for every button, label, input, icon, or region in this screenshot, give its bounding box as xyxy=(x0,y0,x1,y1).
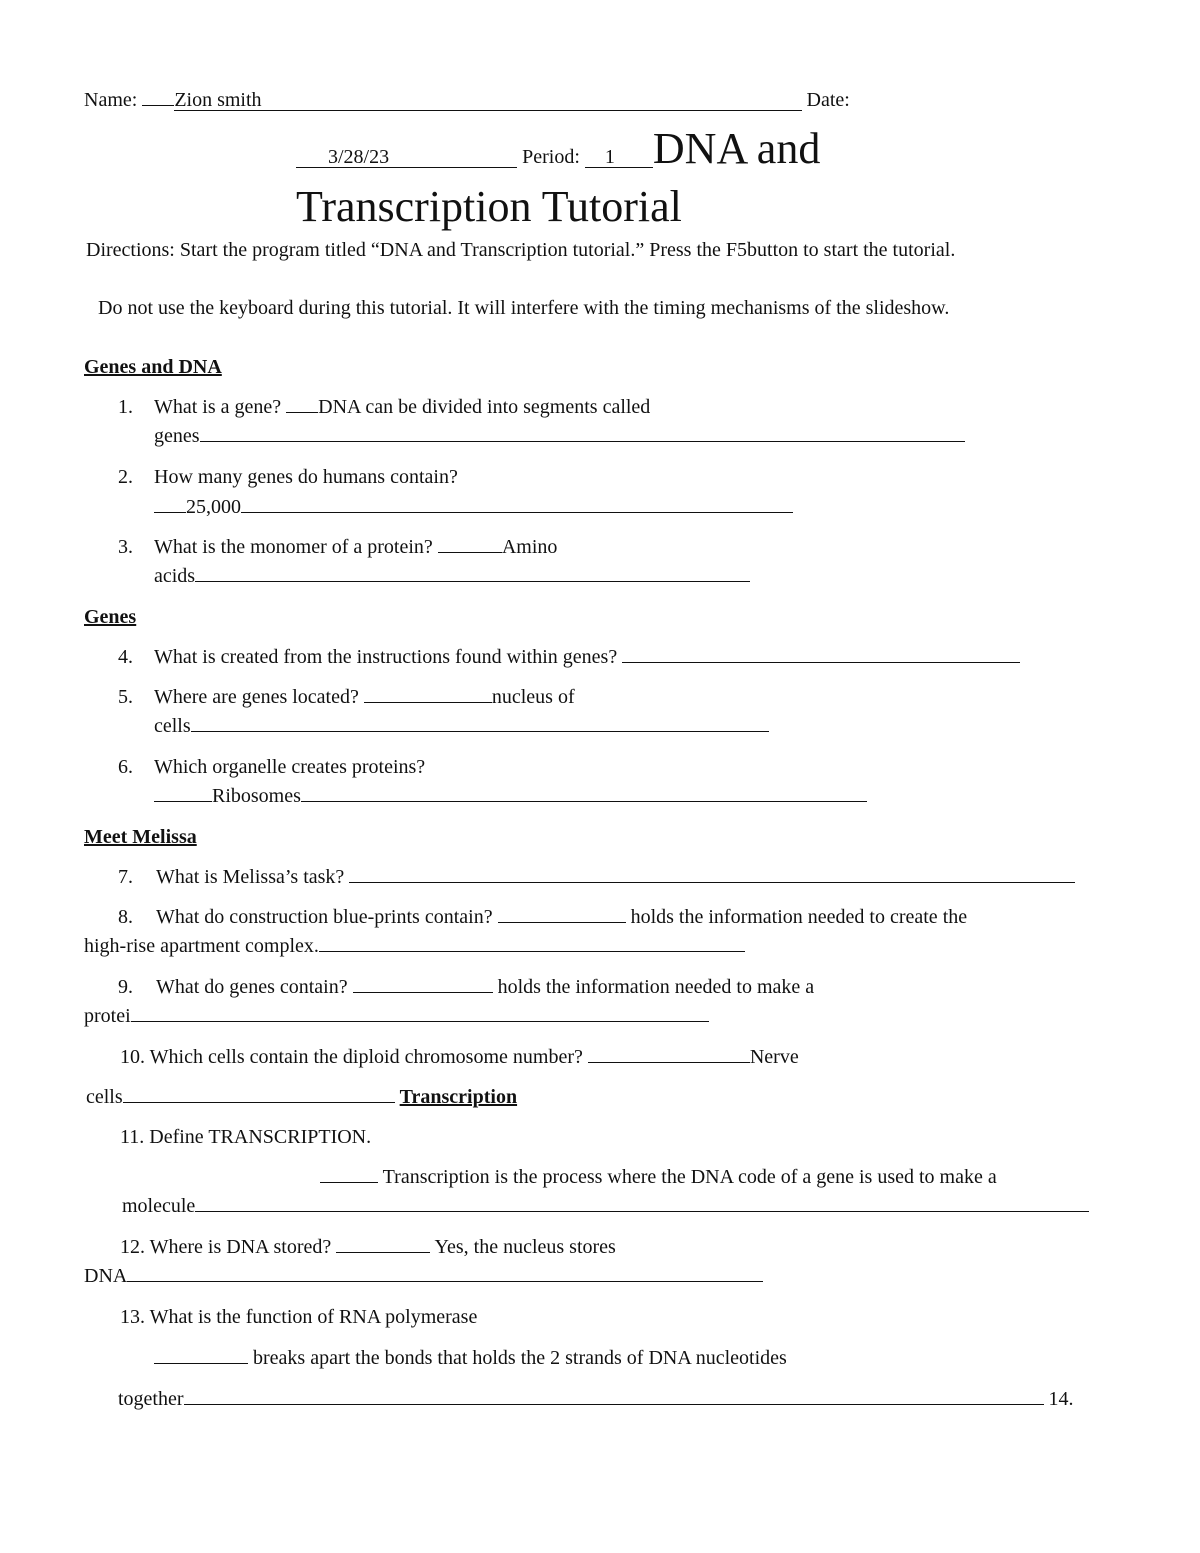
q14-number: 14. xyxy=(1048,1388,1074,1410)
title-part1: DNA and xyxy=(652,124,821,173)
q11-answer-cont: molecule xyxy=(122,1196,1089,1216)
q8-answer-line[interactable] xyxy=(319,951,745,952)
q8-text: What do construction blue-prints contain? holds the information needed to create the xyxy=(156,906,968,928)
q12-answer-cont: DNA xyxy=(84,1266,763,1286)
q11-text: 11. Define TRANSCRIPTION. xyxy=(120,1126,372,1148)
section-meet-melissa: Meet Melissa xyxy=(84,826,197,848)
q8-answer-cont: high-rise apartment complex. xyxy=(84,936,745,956)
name-line xyxy=(84,90,850,111)
q10-answer-cont: cells Transcription xyxy=(86,1086,518,1108)
q4-number: 4. xyxy=(118,646,133,668)
section-genes-and-dna: Genes and DNA xyxy=(84,356,222,378)
q9-answer-line[interactable] xyxy=(131,1021,709,1022)
q7-number: 7. xyxy=(118,866,133,888)
q2-answer[interactable]: 25,000 xyxy=(154,497,793,517)
section-genes: Genes xyxy=(84,606,137,628)
q3-blank[interactable] xyxy=(438,552,502,553)
name-field[interactable]: Zion smith xyxy=(174,90,801,111)
q1-number: 1. xyxy=(118,396,133,418)
q8-blank[interactable] xyxy=(498,922,626,923)
q5-blank[interactable] xyxy=(364,702,492,703)
q12-answer-line[interactable] xyxy=(127,1281,763,1282)
q13-text: 13. What is the function of RNA polymerase xyxy=(120,1306,478,1328)
q13-answer-cont: together 14. xyxy=(118,1388,1074,1410)
q13-answer-line[interactable] xyxy=(184,1404,1044,1405)
title-part2: Transcription Tutorial xyxy=(296,182,682,231)
q6-text: Which organelle creates proteins? xyxy=(154,756,426,778)
q2-text: How many genes do humans contain? xyxy=(154,466,458,488)
q5-text: Where are genes located? nucleus of xyxy=(154,686,575,708)
date-label: Date: xyxy=(806,89,850,111)
date-field[interactable]: 3/28/23 xyxy=(296,147,517,168)
q7-text: What is Melissa’s task? xyxy=(156,867,1075,887)
q1-blank[interactable] xyxy=(286,412,318,413)
q5-answer-line[interactable] xyxy=(191,731,769,732)
q11-blank[interactable] xyxy=(320,1182,378,1183)
section-transcription: Transcription xyxy=(399,1086,518,1108)
q9-text: What do genes contain? holds the information needed to make a xyxy=(156,976,815,998)
q7-answer-line[interactable] xyxy=(349,882,1075,883)
q6-answer[interactable]: Ribosomes xyxy=(154,786,867,806)
q12-blank[interactable] xyxy=(336,1252,430,1253)
q1-text: What is a gene? DNA can be divided into segments called xyxy=(154,396,651,418)
q9-blank[interactable] xyxy=(353,992,493,993)
q10-answer-line[interactable] xyxy=(123,1102,395,1103)
q1-answer-line[interactable] xyxy=(200,441,965,442)
q6-number: 6. xyxy=(118,756,133,778)
date-period-line xyxy=(296,124,821,173)
q3-text: What is the monomer of a protein? Amino xyxy=(154,536,558,558)
q8-number: 8. xyxy=(118,906,133,928)
q10-text: 10. Which cells contain the diploid chromosome number? Nerve xyxy=(120,1046,799,1068)
q4-answer-line[interactable] xyxy=(622,662,1020,663)
q9-answer-cont: protei xyxy=(84,1006,709,1026)
q9-number: 9. xyxy=(118,976,133,998)
q11-answer-line[interactable] xyxy=(195,1211,1089,1212)
period-field[interactable]: 1 xyxy=(585,147,653,168)
name-label: Name: xyxy=(84,89,138,111)
q5-answer-cont: cells xyxy=(154,716,769,736)
q5-number: 5. xyxy=(118,686,133,708)
q11-answer: Transcription is the process where the DNA code of a gene is used to make a xyxy=(320,1167,997,1187)
q3-answer-cont: acids xyxy=(154,566,750,586)
q10-blank[interactable] xyxy=(588,1062,750,1063)
q13-answer: breaks apart the bonds that holds the 2 strands of DNA nucleotides xyxy=(154,1348,787,1368)
directions-line1: Directions: Start the program titled “DNA and Transcription tutorial.” Press the F5button to start the tutorial. xyxy=(86,239,956,261)
q1-answer-cont: genes xyxy=(154,426,965,446)
q12-text: 12. Where is DNA stored? Yes, the nucleus stores xyxy=(120,1236,616,1258)
period-label: Period: xyxy=(522,146,580,168)
q13-blank[interactable] xyxy=(154,1363,248,1364)
directions-line2: Do not use the keyboard during this tutorial. It will interfere with the timing mechanisms of the slideshow. xyxy=(98,297,950,319)
q3-number: 3. xyxy=(118,536,133,558)
q2-number: 2. xyxy=(118,466,133,488)
q4-text: What is created from the instructions found within genes? xyxy=(154,647,1020,667)
q3-answer-line[interactable] xyxy=(195,581,750,582)
